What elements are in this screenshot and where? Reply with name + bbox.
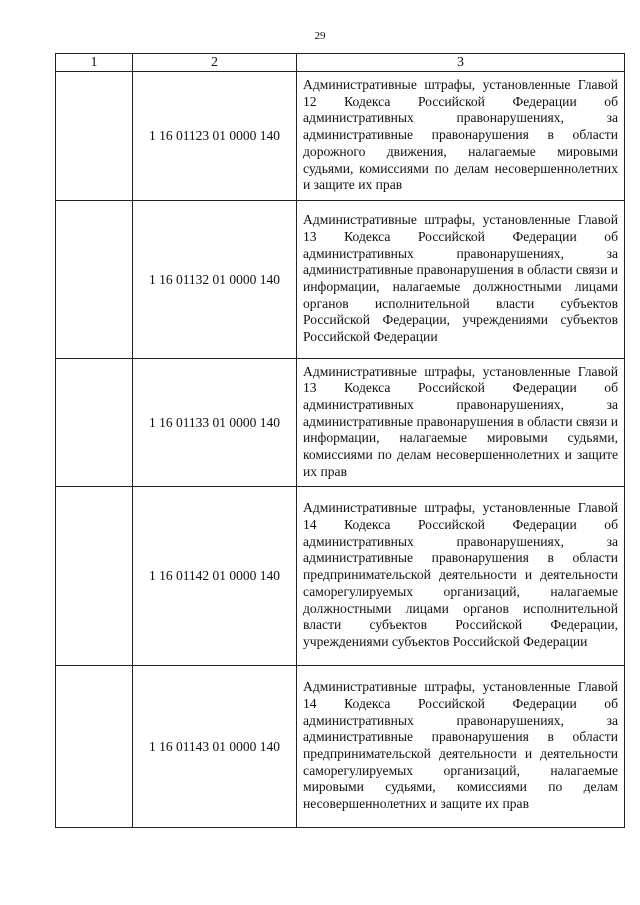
row-number-cell: [56, 72, 133, 201]
column-header-1: 1: [56, 54, 133, 72]
description-cell: Административные штрафы, установленные Главой 12 Кодекса Российской Федерации об административных правонарушениях, за административные правонарушения в области дорожного движения, налагаемые мировыми судьями, комиссиями по делам несовершеннолетних и защите их прав: [297, 72, 625, 201]
classification-code-cell: 1 16 01143 01 0000 140: [133, 666, 297, 828]
table-row: [56, 666, 625, 828]
table-row: [56, 72, 625, 201]
page-number: 29: [314, 30, 326, 42]
row-number-cell: [56, 666, 133, 828]
row-number-cell: [56, 359, 133, 487]
row-number-cell: [56, 201, 133, 359]
column-header-2: 2: [133, 54, 297, 72]
table-header-row: [56, 54, 625, 72]
table-row: [56, 359, 625, 487]
table-row: [56, 487, 625, 666]
classification-code-cell: 1 16 01133 01 0000 140: [133, 359, 297, 487]
classification-code-cell: 1 16 01123 01 0000 140: [133, 72, 297, 201]
classification-code-cell: 1 16 01132 01 0000 140: [133, 201, 297, 359]
description-cell: Административные штрафы, установленные Главой 13 Кодекса Российской Федерации об административных правонарушениях, за административные правонарушения в области связи и информации, налагаемые мировыми судьями, комиссиями по делам несовершеннолетних и защите их прав: [297, 359, 625, 487]
description-cell: Административные штрафы, установленные Главой 13 Кодекса Российской Федерации об административных правонарушениях, за административные правонарушения в области связи и информации, налагаемые должностными лицами органов исполнительной власти субъектов Российской Федерации, учреждениями субъектов Российской Федерации: [297, 201, 625, 359]
table-row: [56, 201, 625, 359]
description-cell: Административные штрафы, установленные Главой 14 Кодекса Российской Федерации об административных правонарушениях, за административные правонарушения в области предпринимательской деятельности и деятельности саморегулируемых организаций, налагаемые мировыми судьями, комиссиями по делам несовершеннолетних и защите их прав: [297, 666, 625, 828]
column-header-3: 3: [297, 54, 625, 72]
classification-code-cell: 1 16 01142 01 0000 140: [133, 487, 297, 666]
row-number-cell: [56, 487, 133, 666]
budget-codes-table: [55, 53, 625, 828]
description-cell: Административные штрафы, установленные Главой 14 Кодекса Российской Федерации об административных правонарушениях, за административные правонарушения в области предпринимательской деятельности и деятельности саморегулируемых организаций, налагаемые должностными лицами органов исполнительной власти субъектов Российской Федерации, учреждениями субъектов Российской Федерации: [297, 487, 625, 666]
